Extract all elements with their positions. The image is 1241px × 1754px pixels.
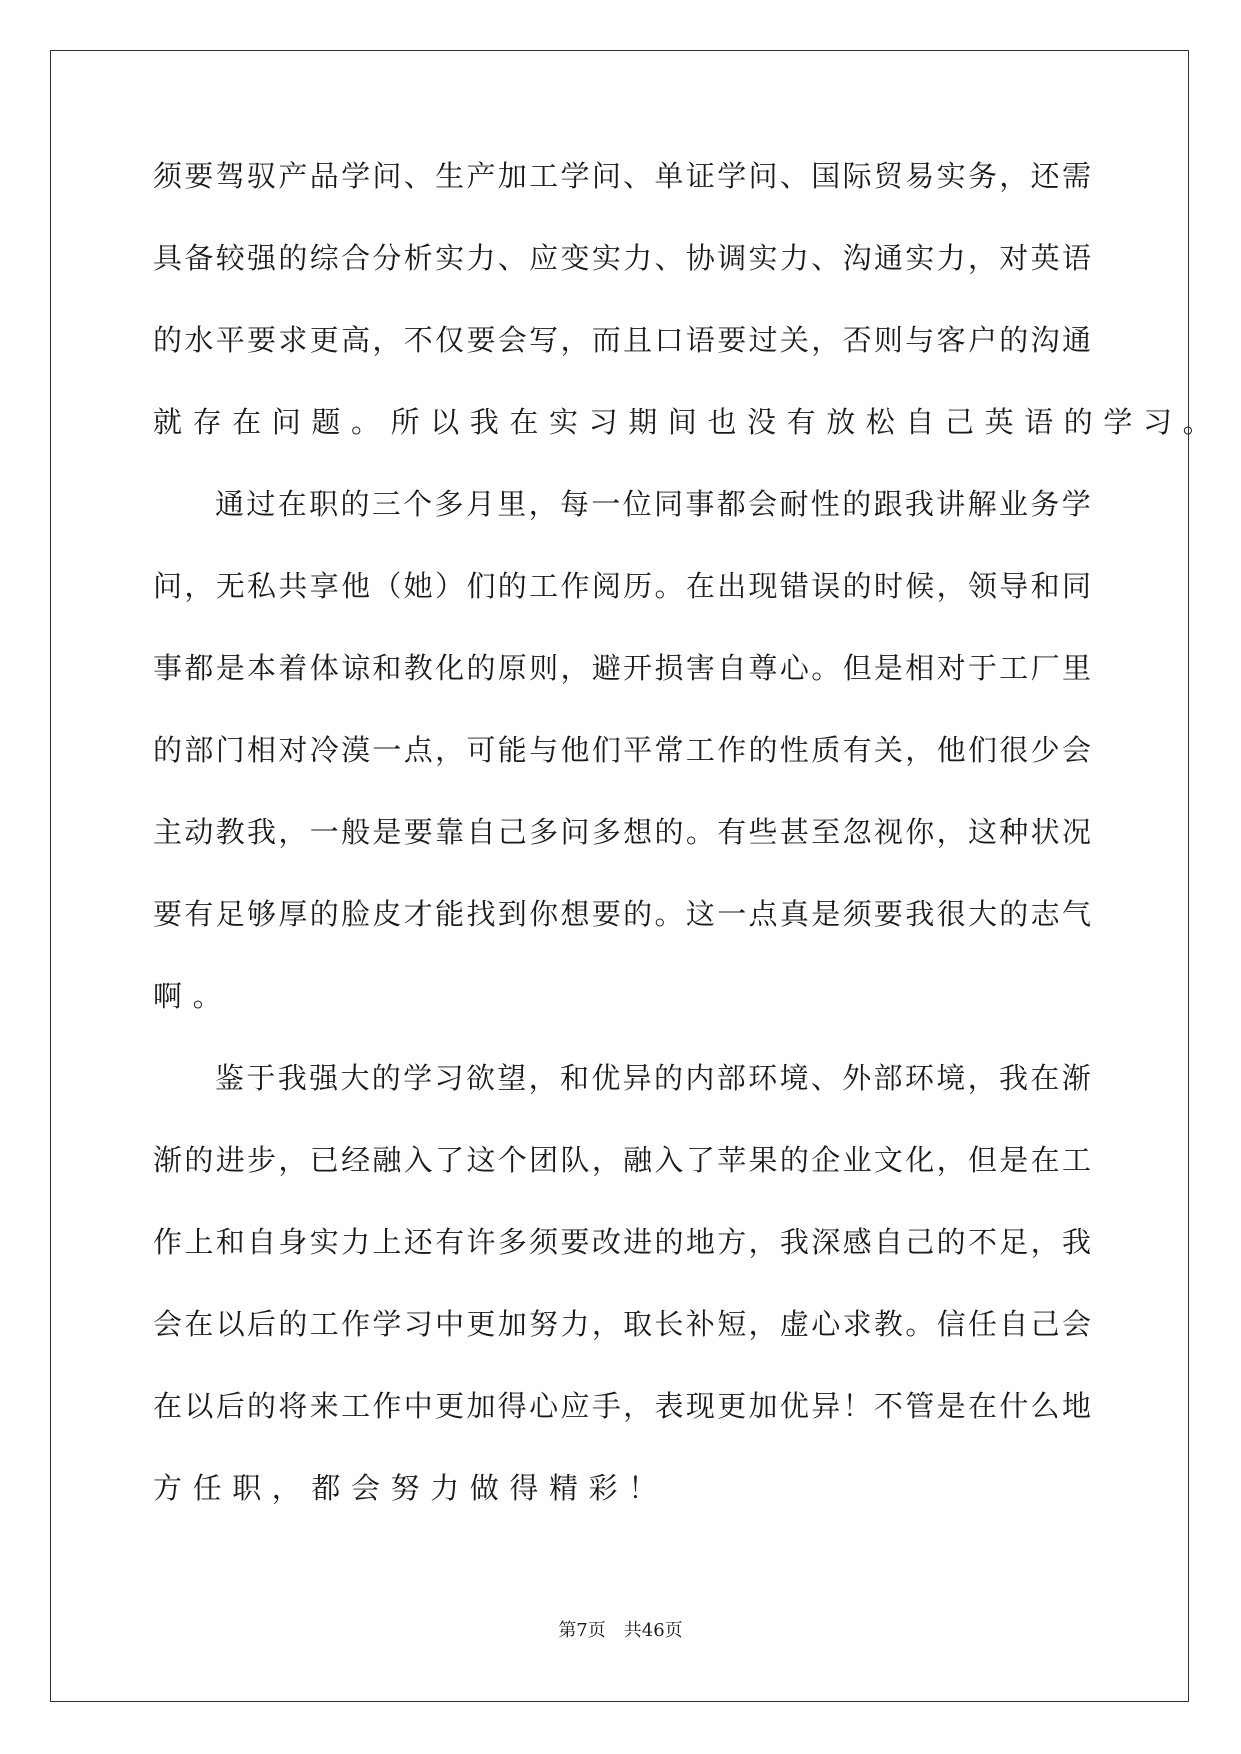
text-line-11-content: 啊。 <box>153 979 233 1013</box>
text-line-7 <box>153 652 1091 734</box>
text-line-9 <box>153 816 1091 898</box>
text-line-5-content: 通 过 在 职 的 三 个 多 月 里 ， 每 一 位 同 事 都 会 耐 性 的 跟 我 讲 解 业 务 学 <box>215 487 1091 521</box>
text-line-13 <box>153 1144 1091 1226</box>
text-line-1 <box>153 160 1091 242</box>
text-line-15 <box>153 1308 1091 1390</box>
text-line-3-content: 的 水 平 要 求 更 高 ， 不 仅 要 会 写 ， 而 且 口 语 要 过 关 ， 否 则 与 客 户 的 沟 通 <box>153 323 1091 357</box>
text-line-16 <box>153 1390 1091 1472</box>
text-line-17 <box>153 1472 1091 1554</box>
text-line-8 <box>153 734 1091 816</box>
text-line-2-content: 具 备 较 强 的 综 合 分 析 实 力 、 应 变 实 力 、 协 调 实 力 、 沟 通 实 力 ， 对 英 语 <box>153 241 1091 275</box>
text-line-17-content: 方任职，都会努力做得精彩！ <box>153 1471 668 1505</box>
page-number-footer: 第7页 共46页 <box>558 1620 683 1641</box>
text-line-1-content: 须 要 驾 驭 产 品 学 问 、 生 产 加 工 学 问 、 单 证 学 问 、 国 际 贸 易 实 务 ， 还 需 <box>153 159 1091 193</box>
text-line-5 <box>153 488 1091 570</box>
text-line-10 <box>153 898 1091 980</box>
text-line-10-content: 要 有 足 够 厚 的 脸 皮 才 能 找 到 你 想 要 的 。 这 一 点 真 是 须 要 我 很 大 的 志 气 <box>153 897 1091 931</box>
text-line-6 <box>153 570 1091 652</box>
text-line-4-content: 就存在问题。所以我在实习期间也没有放松自己英语的学习。 <box>153 405 1223 439</box>
text-line-16-content: 在 以 后 的 将 来 工 作 中 更 加 得 心 应 手 ， 表 现 更 加 优 异 ！ 不 管 是 在 什 么 地 <box>153 1389 1091 1423</box>
text-line-3 <box>153 324 1091 406</box>
text-line-8-content: 的 部 门 相 对 冷 漠 一 点 ， 可 能 与 他 们 平 常 工 作 的 性 质 有 关 ， 他 们 很 少 会 <box>153 733 1091 767</box>
document-body <box>153 159 1223 1554</box>
text-line-11 <box>153 980 1091 1062</box>
text-line-14 <box>153 1226 1091 1308</box>
text-line-6-content: 问 ， 无 私 共 享 他 （ 她 ） 们 的 工 作 阅 历 。 在 出 现 错 误 的 时 候 ， 领 导 和 同 <box>153 569 1091 603</box>
text-line-14-content: 作 上 和 自 身 实 力 上 还 有 许 多 须 要 改 进 的 地 方 ， 我 深 感 自 己 的 不 足 ， 我 <box>153 1225 1091 1259</box>
text-line-13-content: 渐 的 进 步 ， 已 经 融 入 了 这 个 团 队 ， 融 入 了 苹 果 的 企 业 文 化 ， 但 是 在 工 <box>153 1143 1091 1177</box>
text-line-12-content: 鉴 于 我 强 大 的 学 习 欲 望 ， 和 优 异 的 内 部 环 境 、 外 部 环 境 ， 我 在 渐 <box>215 1061 1091 1095</box>
text-line-12 <box>153 1062 1091 1144</box>
text-line-15-content: 会 在 以 后 的 工 作 学 习 中 更 加 努 力 ， 取 长 补 短 ， 虚 心 求 教 。 信 任 自 己 会 <box>153 1307 1091 1341</box>
text-line-2 <box>153 242 1091 324</box>
text-line-9-content: 主 动 教 我 ， 一 般 是 要 靠 自 己 多 问 多 想 的 。 有 些 甚 至 忽 视 你 ， 这 种 状 况 <box>153 815 1091 849</box>
text-line-7-content: 事 都 是 本 着 体 谅 和 教 化 的 原 则 ， 避 开 损 害 自 尊 心 。 但 是 相 对 于 工 厂 里 <box>153 651 1091 685</box>
text-line-4 <box>153 405 1223 488</box>
